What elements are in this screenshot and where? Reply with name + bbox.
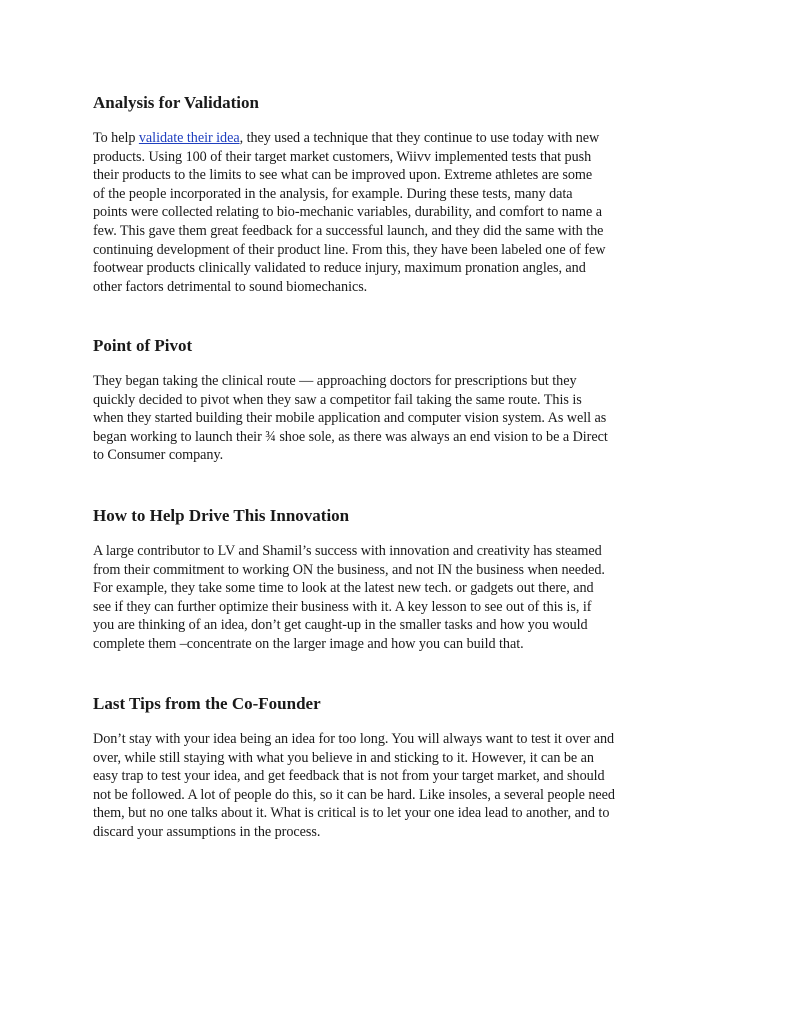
body-line: A large contributor to LV and Shamil’s success with innovation and creativity has steamed [93,543,602,559]
body-line: over, while still staying with what you believe in and sticking to it. However, it can be an [93,749,594,766]
body-line: footwear products clinically validated to reduce injury, maximum pronation angles, and [93,260,586,277]
body-line: For example, they take some time to look at the latest new tech. or gadgets out there, and [93,580,594,597]
body-line: quickly decided to pivot when they saw a competitor fail taking the same route. This is [93,391,582,408]
body-line: points were collected relating to bio-mechanic variables, durability, and comfort to name a [93,204,603,221]
section-heading: Last Tips from the Co-Founder [93,694,321,713]
body-line: few. This gave them great feedback for a successful launch, and they did the same with the [93,222,604,239]
body-line: to Consumer company. [93,447,224,464]
body-line: Don’t stay with your idea being an idea for too long. You will always want to test it over and [93,731,615,747]
body-line: They began taking the clinical route — approaching doctors for prescriptions but they [93,373,577,389]
body-line: their products to the limits to see what can be improved upon. Extreme athletes are some [93,167,593,184]
body-line: when they started building their mobile application and computer vision system. As well as [93,410,607,427]
body-line: you are thinking of an idea, don’t get caught-up in the smaller tasks and how you would [93,617,588,634]
section-body [93,542,701,654]
body-line: continuing development of their product line. From this, they have been labeled one of few [93,241,606,258]
body-line: of the people incorporated in the analysis, for example. During these tests, many data [93,185,573,202]
section-analysis-for-validation [93,92,701,296]
section-body [93,372,701,465]
body-line: from their commitment to working ON the business, and not IN the business when needed. [93,561,605,578]
section-point-of-pivot [93,335,701,465]
validate-idea-link[interactable]: validate their idea [138,130,240,146]
section-last-tips [93,693,701,842]
body-line: easy trap to test your idea, and get feedback that is not from your target market, and should [93,768,605,785]
body-line: complete them –concentrate on the larger image and how you can build that. [93,635,524,652]
section-body [93,730,701,842]
body-line: other factors detrimental to sound biomechanics. [93,278,368,295]
section-heading: How to Help Drive This Innovation [93,506,350,525]
body-line: them, but no one talks about it. What is critical is to let your one idea lead to another, and to [93,805,610,822]
section-heading: Analysis for Validation [93,93,259,112]
body-line: began working to launch their ¾ shoe sole, as there was always an end vision to be a Direct [93,428,608,445]
body-line [93,129,701,148]
section-heading: Point of Pivot [93,336,193,355]
body-line: products. Using 100 of their target market customers, Wiivv implemented tests that push [93,148,592,165]
body-text: To help [93,130,139,146]
body-line: see if they can further optimize their business with it. A key lesson to see out of this is, if [93,598,592,615]
section-body [93,129,701,296]
section-drive-innovation [93,505,701,654]
body-text: , they used a technique that they continue to use today with new [239,130,600,146]
body-line: discard your assumptions in the process. [93,823,321,840]
body-line: not be followed. A lot of people do this, so it can be hard. Like insoles, a several people need [93,786,615,803]
